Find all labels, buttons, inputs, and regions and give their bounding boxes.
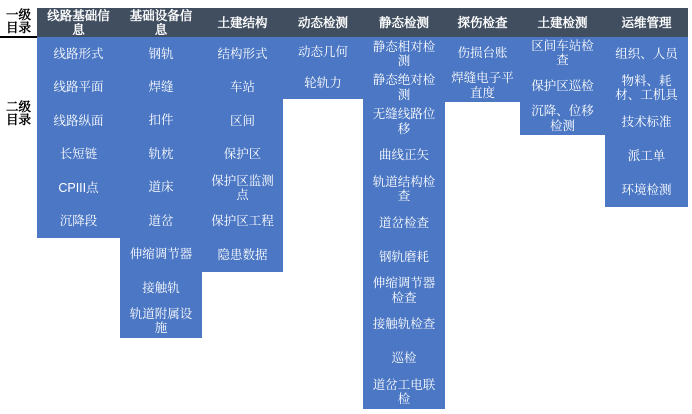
column-header: 静态检测 — [363, 8, 445, 37]
directory-item: 伸缩调节器检查 — [372, 276, 436, 305]
column-body — [363, 37, 445, 409]
directory-item: 技术标准 — [621, 114, 672, 129]
level2-directory-label: 二级目录 — [5, 100, 31, 128]
label-divider-line — [0, 36, 39, 38]
directory-item: 组织、人员 — [615, 46, 678, 61]
directory-item: 结构形式 — [217, 46, 268, 61]
directory-column-2 — [120, 8, 202, 338]
directory-column-5 — [363, 8, 445, 409]
directory-column-1 — [37, 8, 120, 238]
directory-item: 巡检 — [391, 351, 417, 366]
column-body — [520, 37, 605, 135]
directory-item: 区间 — [229, 113, 255, 128]
directory-item: 道岔检查 — [378, 215, 429, 230]
directory-item: CPIII点 — [58, 180, 99, 195]
directory-item: 焊缝电子平直度 — [451, 71, 514, 100]
column-header: 土建结构 — [202, 8, 283, 37]
directory-item: 保护区巡检 — [531, 78, 594, 93]
directory-item: 伤损台账 — [457, 46, 508, 61]
directory-item: 接触轨 — [142, 280, 180, 295]
directory-item: 无缝线路位移 — [372, 107, 436, 136]
directory-item: 道岔工电联检 — [372, 377, 436, 407]
directory-item: 静态相对检测 — [372, 39, 436, 68]
directory-item: 区间车站检查 — [531, 38, 594, 68]
directory-item: 钢轨磨耗 — [378, 249, 429, 264]
column-body — [202, 37, 283, 272]
directory-item: 保护区 — [223, 147, 262, 162]
directory-item: 长短链 — [59, 147, 98, 162]
column-header: 运维管理 — [605, 8, 688, 37]
directory-column-4 — [283, 8, 363, 99]
directory-item: 派工单 — [627, 148, 666, 163]
directory-item: 轨道结构检查 — [372, 174, 436, 204]
directory-item: 保护区监测点 — [211, 173, 274, 203]
directory-item: 扣件 — [148, 113, 174, 128]
column-body — [445, 37, 520, 102]
directory-item: 道床 — [148, 180, 174, 195]
directory-item: 沉降段 — [59, 214, 98, 229]
column-header: 探伤检查 — [445, 8, 520, 37]
column-body — [283, 37, 363, 99]
directory-item: 隐患数据 — [217, 248, 268, 263]
column-header: 动态检测 — [283, 8, 363, 37]
directory-item: 钢轨 — [148, 46, 174, 61]
directory-item: 轨道附属设施 — [129, 306, 193, 336]
directory-column-3 — [202, 8, 283, 272]
column-body — [120, 37, 202, 338]
column-header: 土建检测 — [520, 8, 605, 37]
directory-item: 保护区工程 — [211, 214, 274, 229]
column-header: 基础设备信息 — [120, 8, 202, 37]
directory-item: 物料、耗材、工机具 — [615, 73, 678, 102]
directory-item: 线路纵面 — [53, 113, 104, 128]
directory-item: 动态几何 — [297, 45, 348, 60]
directory-item: 环境检测 — [621, 182, 672, 197]
directory-item: 接触轨检查 — [372, 317, 436, 332]
directory-item: 沉降、位移检测 — [531, 104, 594, 133]
row-label-column — [0, 0, 37, 414]
column-body — [605, 37, 688, 207]
directory-item: 线路平面 — [53, 80, 104, 95]
directory-item: 焊缝 — [148, 79, 174, 94]
directory-item: 轮轨力 — [304, 76, 342, 91]
directory-column-8 — [605, 8, 688, 207]
level1-directory-label: 一级目录 — [5, 8, 31, 36]
directory-item: 线路形式 — [53, 46, 104, 61]
directory-column-6 — [445, 8, 520, 102]
directory-item: 曲线正矢 — [378, 148, 429, 163]
directory-column-7 — [520, 8, 605, 135]
column-header: 线路基础信息 — [37, 8, 120, 37]
columns — [37, 8, 688, 409]
column-body — [37, 37, 120, 238]
directory-item: 轨枕 — [148, 146, 174, 161]
directory-item: 车站 — [229, 80, 255, 95]
directory-item: 静态绝对检测 — [372, 73, 436, 102]
directory-item: 伸缩调节器 — [129, 247, 193, 262]
directory-item: 道岔 — [148, 213, 174, 228]
